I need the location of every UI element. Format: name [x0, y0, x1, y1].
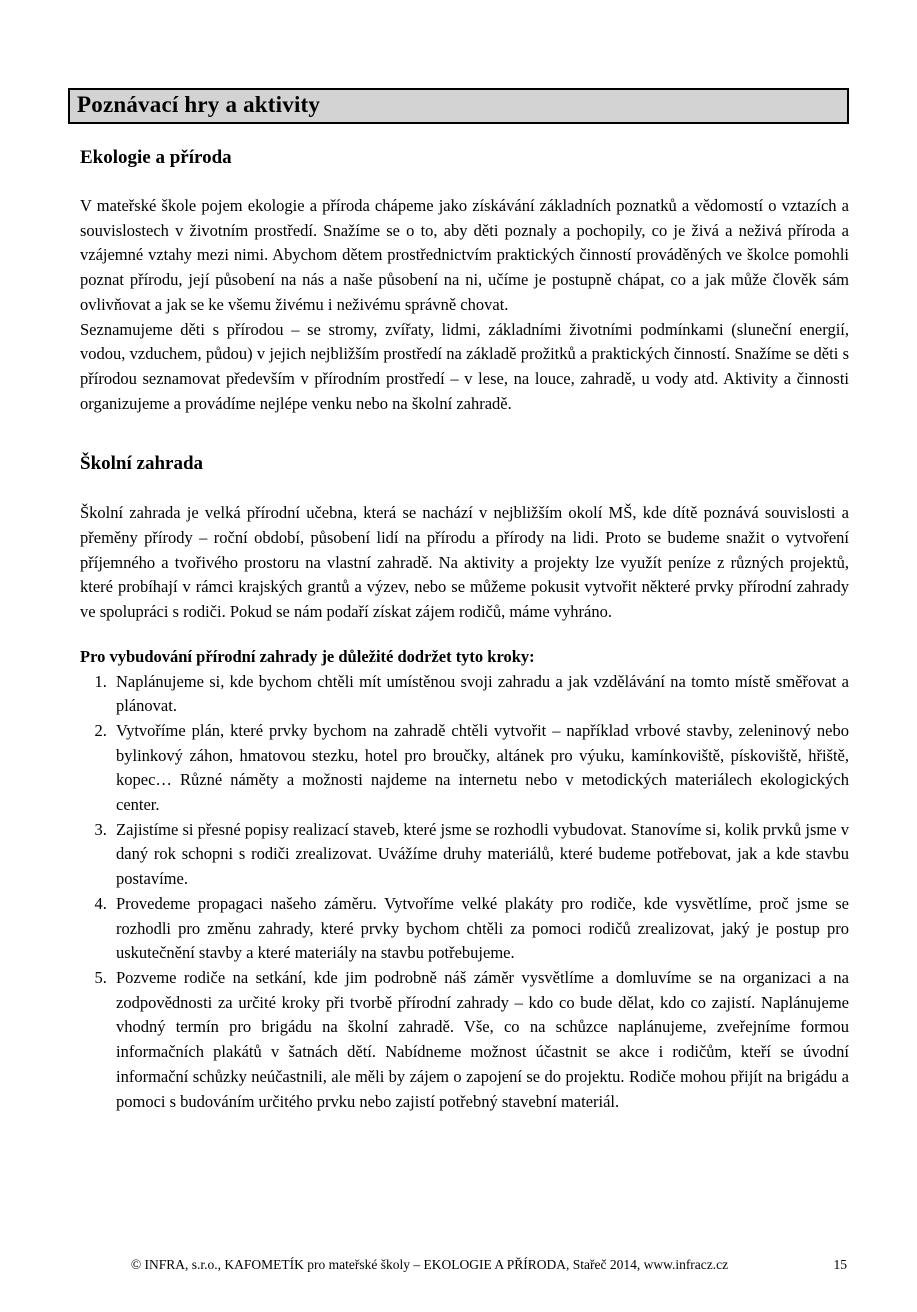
list-item: 2. Vytvoříme plán, které prvky bychom na zahradě chtěli vytvořit – například vrbové stavby, zeleninový nebo bylinkový záhon, hmatovou stezku, hotel pro broučky, altánek pro výuku, kamínkoviště, pískoviště, hřiště, kopec… Různé náměty a možnosti najdeme na internetu nebo v metodických materiálech ekologických center. — [111, 719, 849, 818]
list-item: 5. Pozveme rodiče na setkání, kde jim podrobně náš záměr vysvětlíme a domluvíme se na organizaci a na zodpovědnosti za určité kroky při tvorbě přírodní zahrady – kdo co bude dělat, kdo co zajistí. Naplánujeme vhodný termín pro brigádu na školní zahradě. Vše, co na schůzce naplánujeme, zveřejníme formou informačních plakátů v šatnách dětí. Nabídneme možnost účastnit se akce i rodičům, kteří se úvodní informační schůzky neúčastnili, ale měli by zájem o zapojení se do projektu. Rodiče mohou přijít na brigádu a pomoci s budováním určitého prvku nebo zajistí potřebný stavební materiál. — [111, 966, 849, 1114]
section-zahrada-paragraphs — [80, 501, 849, 625]
section-ekologie-paragraphs — [80, 194, 849, 416]
paragraph: Školní zahrada je velká přírodní učebna, která se nachází v nejbližším okolí MŠ, kde dítě poznává souvislosti a přeměny přírody – roční období, působení lidí na přírodu a přírody na lidi. Proto se budeme snažit o vytvoření příjemného a tvořivého prostoru na vlastní zahradě. Na aktivity a projekty lze využít peníze z různých projektů, které probíhají v rámci krajských grantů a výzev, nebo se můžeme pokusit vytvořit některé prvky přírodní zahrady ve spolupráci s rodiči. Pokud se nám podaří získat zájem rodičů, máme vyhráno. — [80, 503, 849, 622]
list-item: 3. Zajistíme si přesné popisy realizací staveb, které jsme se rozhodli vybudovat. Stanovíme si, kolik prvků jsme v daný rok schopni s rodiči zrealizovat. Uvážíme druhy materiálů, které budeme potřebovat, jak a kde stavbu postavíme. — [111, 818, 849, 892]
list-item: 4. Provedeme propagaci našeho záměru. Vytvoříme velké plakáty pro rodiče, kde vysvětlíme, proč jsme se rozhodli pro změnu zahrady, které prvky bychom chtěli za pomoci rodičů zrealizovat, jaký je postup pro uskutečnění stavby a které materiály na stavbu potřebujeme. — [111, 892, 849, 966]
section-heading-skolni-zahrada: Školní zahrada — [80, 453, 204, 475]
page-title-bar: Poznávací hry a aktivity — [68, 88, 849, 124]
section-heading-ekologie-a-priroda: Ekologie a příroda — [80, 147, 232, 168]
paragraph: Seznamujeme děti s přírodou – se stromy, zvířaty, lidmi, základními životními podmínkami (sluneční energií, vodou, vzduchem, půdou) v jejich nejbližším prostředí na základě prožitků a praktických činností. Snažíme se děti s přírodou seznamovat především v přírodním prostředí – v lese, na louce, zahradě, u vody atd. Aktivity a činnosti organizujeme a provádíme nejlépe venku nebo na školní zahradě. — [80, 319, 849, 413]
page-number: 15 — [833, 1257, 847, 1272]
paragraph: V mateřské škole pojem ekologie a příroda chápeme jako získávání základních poznatků a vědomostí o vztazích a souvislostech v životním prostředí. Snažíme se o to, aby děti poznaly a pochopily, co je živá a neživá příroda a vzájemné vztahy mezi nimi. Abychom dětem prostřednictvím praktických činností prováděných ve školce pomohli poznat přírodu, její působení na nás a naše působení na ni, učíme je postupně chápat, co a jak může člověk sám ovlivňovat a jak se ke všemu živému i neživému správně chovat. — [80, 196, 849, 314]
page-body — [80, 147, 849, 1114]
page-footer — [68, 1256, 849, 1273]
steps-list — [80, 670, 849, 1115]
steps-intro: Pro vybudování přírodní zahrady je důležité dodržet tyto kroky: — [80, 646, 535, 666]
list-item: 1. Naplánujeme si, kde bychom chtěli mít umístěnou svoji zahradu a jak vzdělávání na tomto místě směřovat a plánovat. — [111, 670, 849, 719]
page-content — [68, 0, 849, 1114]
footer-copyright-text: © INFRA, s.r.o., KAFOMETÍK pro mateřské školy – EKOLOGIE A PŘÍRODA, Stařeč 2014, www.infracz.cz — [130, 1257, 729, 1272]
